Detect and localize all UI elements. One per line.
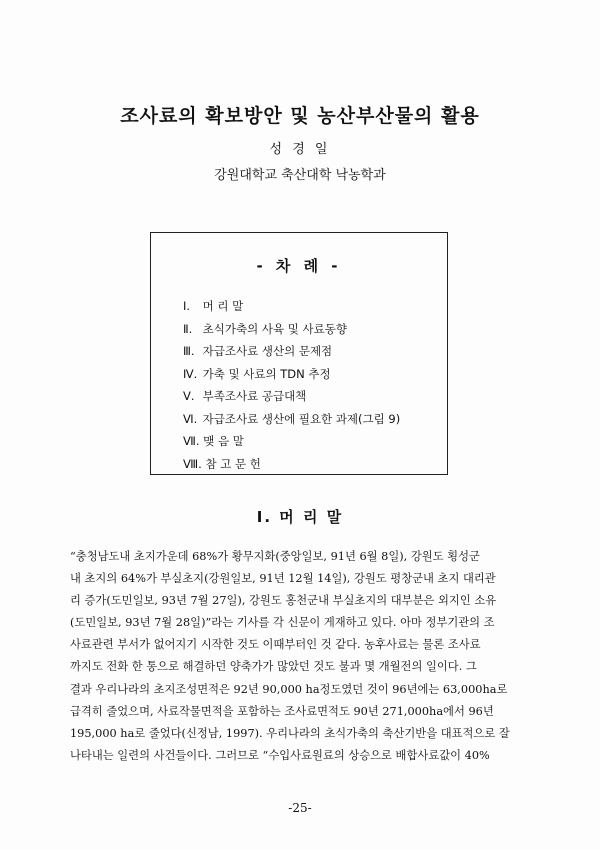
table-of-contents [150,232,448,475]
toc-item-number: Ⅲ. [183,344,195,358]
page-number: -25- [288,801,312,815]
toc-item [183,318,400,341]
paragraph-line: 사료관련 부서가 없어지기 시작한 것도 이때부터인 것 같다. 농후사료는 물론 조사료 [70,638,481,652]
toc-item-label: 가축 및 사료의 TDN 추정 [202,366,331,381]
paragraph-line: 까지도 전화 한 통으로 해결하던 양축가가 많았던 것도 불과 몇 개월전의 일이다. 그 [70,660,477,674]
toc-item [183,363,400,386]
toc-heading: - 차 례 - [256,257,342,275]
toc-list [183,295,400,475]
toc-item [183,295,400,318]
toc-item-number: Ⅰ. [183,299,191,313]
toc-item-label: 머 리 말 [202,299,244,313]
body-paragraph [70,546,544,767]
toc-item-number: Ⅷ. [183,456,202,471]
paragraph-line: 급격히 줄었으며, 사료작물면적을 포함하는 조사료면적도 90년 271,000ha에서 96년 [70,704,494,718]
paragraph-line: “충청남도내 초지가운데 68%가 황무지화(중앙일보, 91년 6월 8일), 강원도 횡성군 [70,550,480,563]
toc-item [183,408,400,431]
toc-item [183,385,400,408]
paper-title: 조사료의 확보방안 및 농산부산물의 활용 [120,105,480,127]
paragraph-line: 195,000 ha로 줄었다(신정남, 1997). 우리나라의 초식가축의 축산기반을 대표적으로 잘 [70,726,510,740]
section-heading: Ⅰ. 머 리 말 [256,508,344,526]
paragraph-line: 내 초지의 64%가 부실초지(강원일보, 91년 12월 14일), 강원도 평창군내 초지 대리관 [70,572,496,586]
toc-item-number: Ⅴ. [183,389,195,403]
toc-item [183,430,400,453]
paragraph-line: 나타내는 일련의 사건들이다. 그러므로 “수입사료원료의 상승으로 배합사료값이 40% [70,748,490,762]
paragraph-line: (도민일보, 93년 7월 28일)”라는 기사를 각 신문이 게재하고 있다. 아마 정부기관의 조 [70,616,495,630]
author-affiliation: 강원대학교 축산대학 낙농학과 [214,168,386,183]
toc-item-number: Ⅵ. [183,411,198,426]
toc-item [183,340,400,363]
toc-item-label: 초식가축의 사육 및 사료동향 [202,321,347,336]
toc-item-number: Ⅱ. [183,321,193,336]
toc-item-label: 참 고 문 헌 [205,456,261,471]
toc-item-number: Ⅶ. [183,434,200,448]
toc-item-label: 자급조사료 생산에 필요한 과제(그림 9) [202,411,401,426]
toc-item-label: 자급조사료 생산의 문제점 [202,344,333,358]
toc-item [183,453,400,476]
paragraph-line: 리 증가(도민일보, 93년 7월 27일), 강원도 홍천군내 부실초지의 대부분은 외지인 소유 [70,594,497,608]
toc-item-label: 맺 음 말 [203,434,244,448]
toc-item-number: Ⅳ. [183,366,198,381]
paragraph-line: 결과 우리나라의 초지조성면적은 92년 90,000 ha정도였던 것이 96년에는 63,000ha로 [70,682,508,696]
toc-item-label: 부족조사료 공급대책 [202,389,307,403]
author-name: 성 경 일 [269,142,331,157]
